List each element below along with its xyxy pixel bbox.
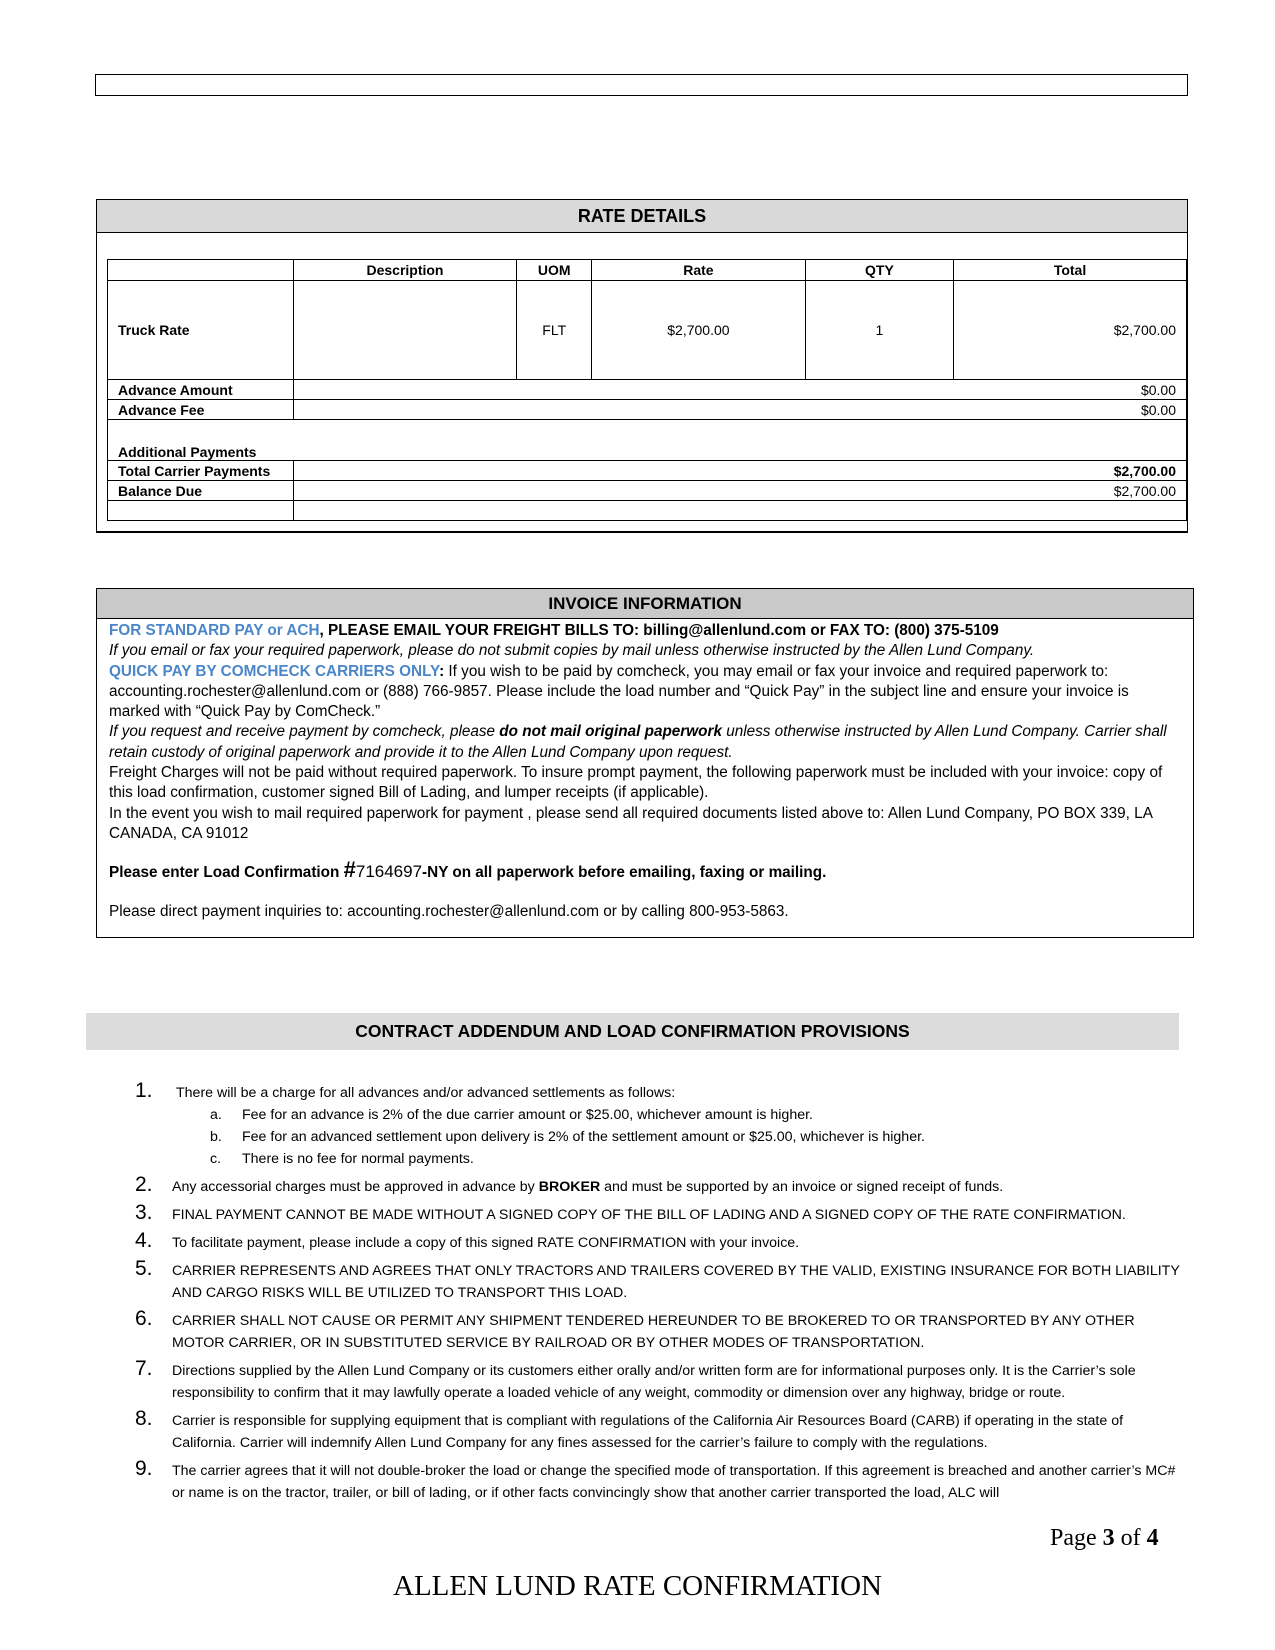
provision-9 <box>130 1457 1190 1504</box>
sub-text: Fee for an advance is 2% of the due carrier amount or $25.00, whichever amount is higher. <box>242 1107 813 1123</box>
quick-pay-paragraph <box>109 662 1181 723</box>
provision-bold-text: BROKER <box>538 1179 601 1195</box>
total-carrier-payments-label: Total Carrier Payments <box>108 461 294 481</box>
provision-1c <box>130 1148 1190 1170</box>
provision-2 <box>130 1173 1190 1198</box>
provision-1a <box>130 1104 1190 1126</box>
page-of: of <box>1114 1525 1147 1551</box>
header-total: Total <box>954 260 1187 281</box>
header-blank <box>108 260 294 281</box>
rate-table-header <box>108 260 1187 281</box>
truck-rate-uom: FLT <box>517 281 592 380</box>
provision-8 <box>130 1407 1190 1454</box>
comcheck-note <box>109 722 1181 763</box>
provision-number: 8. <box>135 1407 153 1430</box>
truck-rate-row <box>108 281 1187 380</box>
truck-rate-rate: $2,700.00 <box>592 281 806 380</box>
provision-text-b: and must be supported by an invoice or signed receipt of funds. <box>600 1179 1004 1195</box>
comcheck-note-b: unless otherwise instructed by Allen Lund Company. Carrier shall retain custody of original paperwork and provide it to the Allen Lund Company upon request. <box>109 723 1167 761</box>
provisions-list <box>130 1079 1190 1510</box>
top-empty-box <box>95 74 1188 96</box>
truck-rate-total: $2,700.00 <box>954 281 1187 380</box>
blank-cell-left <box>108 501 294 521</box>
standard-pay-label: FOR STANDARD PAY or ACH <box>109 622 320 639</box>
quick-pay-label: QUICK PAY BY COMCHECK CARRIERS ONLY <box>109 662 440 680</box>
balance-due-label: Balance Due <box>108 481 294 501</box>
total-carrier-payments-row <box>108 461 1187 481</box>
invoice-body <box>97 619 1193 922</box>
blank-row <box>108 501 1187 521</box>
provision-number: 4. <box>135 1229 153 1252</box>
page-number <box>1050 1525 1159 1552</box>
rate-details-panel <box>96 199 1188 533</box>
comcheck-note-bold: do not mail original paperwork <box>499 723 722 741</box>
provision-text: Carrier is responsible for supplying equipment that is compliant with regulations of the California Air Resources Board (CARB) if operating in the state of California. Carrier will indemnify Allen Lund Company for any fines assessed for the carrier’s failure to comply with the regulations. <box>172 1413 1124 1451</box>
provision-text: To facilitate payment, please include a copy of this signed RATE CONFIRMATION with your invoice. <box>172 1235 800 1251</box>
advance-amount-row <box>108 380 1187 400</box>
provision-text: Directions supplied by the Allen Lund Company or its customers either orally and/or written form are for informational purposes only. It is the Carrier’s sole responsibility to confirm that it may lawfully operate a loaded vehicle of any weight, commodity or dimension over any highway, bridge or route. <box>172 1363 1136 1401</box>
additional-payments-value <box>293 420 1186 461</box>
provision-7 <box>130 1357 1190 1404</box>
load-confirmation-prefix: Please enter Load Confirmation <box>109 864 344 882</box>
balance-due-value: $2,700.00 <box>293 481 1186 501</box>
provision-number: 7. <box>135 1357 153 1380</box>
email-fax-note: If you email or fax your required paperwork, please do not submit copies by mail unless otherwise instructed by the Allen Lund Company. <box>109 642 1035 660</box>
provision-number: 6. <box>135 1307 153 1330</box>
provision-5 <box>130 1257 1190 1304</box>
advance-fee-row <box>108 400 1187 420</box>
page-total: 4 <box>1146 1525 1159 1551</box>
provision-text: CARRIER SHALL NOT CAUSE OR PERMIT ANY SHIPMENT TENDERED HEREUNDER TO BE BROKERED TO OR TRANSPORTED BY ANY OTHER MOTOR CARRIER, OR IN SUBSTITUTED SERVICE BY RAILROAD OR BY OTHER MODES OF TRANSPORTATION. <box>172 1313 1135 1351</box>
truck-rate-qty: 1 <box>805 281 953 380</box>
advance-fee-value: $0.00 <box>293 400 1186 420</box>
provision-1-subs <box>130 1104 1190 1170</box>
provision-1 <box>130 1079 1190 1104</box>
provision-number: 9. <box>135 1457 153 1480</box>
advance-fee-label: Advance Fee <box>108 400 294 420</box>
quick-pay-instructions: If you wish to be paid by comcheck, you may email or fax your invoice and required paperwork to: accounting.rochester@allenlund.com or (888) 766-9857. Please include the load number and “Quick Pay” in the subject line and ensure your invoice is marked with “Quick Pay by ComCheck.” <box>109 662 1129 721</box>
truck-rate-description <box>293 281 517 380</box>
provision-number: 3. <box>135 1201 153 1224</box>
payment-inquiries-line: Please direct payment inquiries to: accounting.rochester@allenlund.com or by calling 800-953-5863. <box>109 902 789 920</box>
advance-amount-label: Advance Amount <box>108 380 294 400</box>
provision-number: 1. <box>135 1079 153 1102</box>
contract-addendum-title: CONTRACT ADDENDUM AND LOAD CONFIRMATION PROVISIONS <box>86 1013 1179 1050</box>
load-number: 7164697 <box>355 862 423 882</box>
rate-details-title: RATE DETAILS <box>97 200 1187 233</box>
header-uom: UOM <box>517 260 592 281</box>
blank-cell-right <box>293 501 1186 521</box>
additional-payments-row <box>108 420 1187 461</box>
sub-letter: c. <box>210 1151 222 1167</box>
provision-text: Any accessorial charges must be approved in advance by <box>172 1179 539 1195</box>
freight-charges-note: Freight Charges will not be paid without required paperwork. To insure prompt payment, the following paperwork must be included with your invoice: copy of this load confirmation, customer signed Bill of Lading, and lumper receipts (if applicable). <box>109 764 1163 802</box>
header-rate: Rate <box>592 260 806 281</box>
page-prefix: Page <box>1050 1525 1103 1551</box>
advance-amount-value: $0.00 <box>293 380 1186 400</box>
load-confirmation-hash: # <box>343 857 356 883</box>
provision-4 <box>130 1229 1190 1254</box>
load-confirmation-suffix: -NY on all paperwork before emailing, faxing or mailing. <box>422 864 827 882</box>
load-confirmation-line <box>109 857 1181 883</box>
sub-letter: b. <box>210 1129 222 1145</box>
provision-6 <box>130 1307 1190 1354</box>
truck-rate-label: Truck Rate <box>108 281 294 380</box>
sub-letter: a. <box>210 1107 222 1123</box>
footer-title: ALLEN LUND RATE CONFIRMATION <box>393 1570 882 1602</box>
quick-pay-colon: : <box>439 662 445 680</box>
invoice-information-panel <box>96 588 1194 938</box>
header-qty: QTY <box>805 260 953 281</box>
total-carrier-payments-value: $2,700.00 <box>293 461 1186 481</box>
provision-1b <box>130 1126 1190 1148</box>
standard-pay-line <box>109 621 1181 641</box>
mail-paperwork-note: In the event you wish to mail required paperwork for payment , please send all required documents listed above to: Allen Lund Company, PO BOX 339, LA CANADA, CA 91012 <box>109 804 1153 842</box>
page-current: 3 <box>1102 1525 1115 1551</box>
sub-text: Fee for an advanced settlement upon delivery is 2% of the settlement amount or $25.00, whichever is higher. <box>242 1129 925 1145</box>
sub-text: There is no fee for normal payments. <box>242 1151 474 1167</box>
provision-number: 2. <box>135 1173 153 1196</box>
invoice-information-title: INVOICE INFORMATION <box>97 589 1193 619</box>
additional-payments-label: Additional Payments <box>108 420 294 461</box>
provision-3 <box>130 1201 1190 1226</box>
header-description: Description <box>293 260 517 281</box>
balance-due-row <box>108 481 1187 501</box>
comcheck-note-a: If you request and receive payment by comcheck, please <box>109 723 500 741</box>
provision-text: FINAL PAYMENT CANNOT BE MADE WITHOUT A SIGNED COPY OF THE BILL OF LADING AND A SIGNED COPY OF THE RATE CONFIRMATION. <box>172 1207 1126 1223</box>
provision-text: CARRIER REPRESENTS AND AGREES THAT ONLY TRACTORS AND TRAILERS COVERED BY THE VALID, EXISTING INSURANCE FOR BOTH LIABILITY AND CARGO RISKS WILL BE UTILIZED TO TRANSPORT THIS LOAD. <box>172 1263 1180 1301</box>
provision-text: There will be a charge for all advances and/or advanced settlements as follows: <box>176 1085 676 1101</box>
provision-text: The carrier agrees that it will not double-broker the load or change the specified mode of transportation. If this agreement is breached and another carrier’s MC# or name is on the tractor, trailer, or bill of lading, or if other facts convincingly show that another carrier transported the load, ALC will <box>172 1463 1176 1501</box>
standard-pay-instructions: , PLEASE EMAIL YOUR FREIGHT BILLS TO: billing@allenlund.com or FAX TO: (800) 375-5109 <box>319 622 999 639</box>
rate-table <box>107 259 1187 521</box>
provision-number: 5. <box>135 1257 153 1280</box>
